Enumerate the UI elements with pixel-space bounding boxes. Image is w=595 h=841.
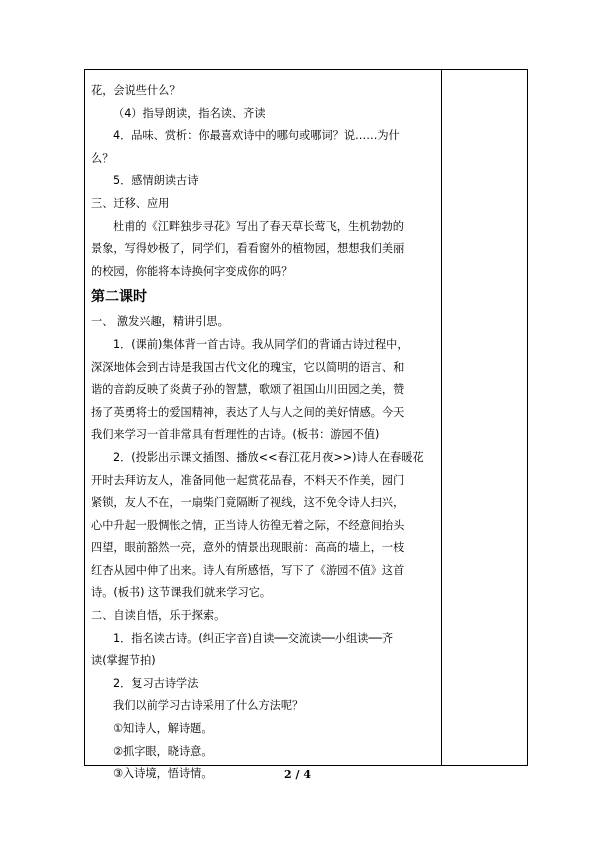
text-line: 花，会说些什么？: [91, 84, 181, 97]
page-number: 2 / 4: [284, 768, 311, 781]
text-line: 景象，写得妙极了，同学们，看看窗外的植物园，想想我们美丽: [91, 242, 405, 256]
text-line: 的校园，你能将本诗换何字变成你的吗？: [91, 264, 293, 278]
text-line: 紧锁，友人不在，一扇柴门竟隔断了视线，这不免令诗人扫兴，: [91, 496, 405, 510]
lines-part1: [91, 80, 431, 283]
text-line: ②抓字眼，晓诗意。: [113, 744, 213, 758]
section-heading: 第二课时: [91, 289, 147, 306]
text-line: 4．品味、赏析：你最喜欢诗中的哪句或哪词？说……为什: [113, 129, 400, 143]
text-line: 二、自读自悟，乐于探索。: [91, 609, 226, 623]
text-line: 2．复习古诗学法: [113, 676, 199, 690]
text-line: 1．指名读古诗。(纠正字音)自读──交流读──小组读──齐: [113, 631, 394, 645]
table-column-divider: [441, 70, 442, 765]
text-line: 读(掌握节拍): [91, 654, 156, 668]
text-line: 一、 激发兴趣，精讲引思。: [91, 315, 229, 329]
text-line: 四望，眼前豁然一亮，意外的情景出现眼前：高高的墙上，一枝: [91, 541, 405, 555]
text-line: 三、迁移、应用: [91, 196, 170, 210]
text-line: 红杏从园中伸了出来。诗人有所感悟，写下了《游园不值》这首: [91, 563, 405, 577]
text-line: ①知诗人，解诗题。: [113, 722, 213, 736]
text-line: 深深地体会到古诗是我国古代文化的瑰宝，它以简明的语言、和: [91, 360, 405, 374]
text-line: ③入诗境，悟诗情。: [113, 767, 213, 781]
text-line: 1．(课前)集体背一首古诗。我从同学们的背诵古诗过程中，: [113, 337, 409, 351]
text-line: 谐的音韵反映了炎黄子孙的智慧，歌颂了祖国山川田园之美，赞: [91, 383, 405, 397]
lesson-content-column: [91, 80, 431, 786]
text-line: 开时去拜访友人，准备同他一起赏花品春，不料天不作美，园门: [91, 473, 405, 487]
text-line: 扬了英勇将士的爱国精神，表达了人与人之间的美好情感。今天: [91, 405, 405, 419]
text-line: 我们以前学习古诗采用了什么方法呢？: [113, 699, 304, 713]
text-line: 5．感情朗读古诗: [113, 174, 199, 188]
text-line: 心中升起一股惆怅之情，正当诗人彷徨无着之际，不经意间抬头: [91, 518, 405, 532]
text-line: 我们来学习一首非常具有哲理性的古诗。(板书：游园不值): [91, 428, 380, 442]
text-line: 杜甫的《江畔独步寻花》写出了春天草长莺飞，生机勃勃的: [113, 219, 404, 233]
text-line: 诗。(板书) 这节课我们就来学习它。: [91, 586, 272, 600]
lines-part2: [91, 311, 431, 785]
text-line: 么？: [91, 151, 114, 165]
text-line: （4）指导朗读，指名读、齐读: [113, 106, 266, 120]
text-line: 2．(投影出示课文插图、播放<<春江花月夜>>)诗人在春暖花: [113, 450, 424, 464]
